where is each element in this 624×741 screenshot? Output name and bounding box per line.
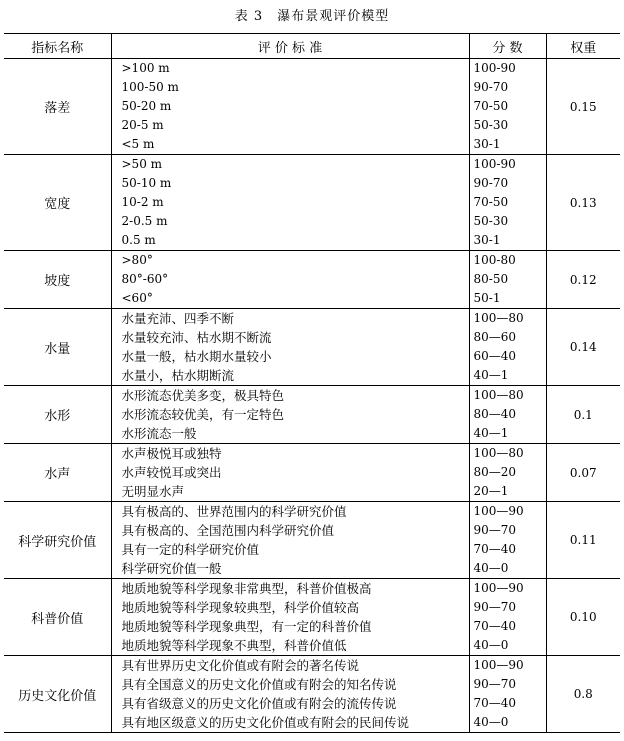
criteria-cell bbox=[111, 656, 469, 733]
criteria-line: 10-2 m bbox=[121, 195, 164, 209]
criteria-cell bbox=[111, 59, 469, 155]
criteria-cell bbox=[111, 309, 469, 386]
table-number: 表 3 bbox=[234, 9, 264, 24]
criteria-line: 地质地貌等科学现象不典型，科普价值低 bbox=[121, 638, 347, 653]
score-line: 30-1 bbox=[473, 233, 501, 247]
table-row bbox=[4, 59, 620, 155]
criteria-line: 具有极高的、世界范围内的科学研究价值 bbox=[121, 504, 347, 519]
indicator-name: 水声 bbox=[4, 444, 111, 502]
criteria-line: 水形流态优美多变，极具特色 bbox=[121, 388, 285, 403]
header-score: 分 数 bbox=[469, 34, 546, 59]
evaluation-table bbox=[4, 33, 620, 733]
score-line: 90-70 bbox=[473, 80, 509, 94]
criteria-line: 地质地貌等科学现象非常典型，科普价值极高 bbox=[121, 581, 372, 596]
score-line: 50-30 bbox=[473, 118, 509, 132]
score-line: 100-90 bbox=[473, 157, 516, 171]
criteria-line: 100-50 m bbox=[121, 80, 179, 94]
criteria-line: 地质地貌等科学现象较典型，科学价值较高 bbox=[121, 600, 360, 615]
score-line: 80—20 bbox=[473, 465, 517, 479]
criteria-line: 具有极高的、全国范围内科学研究价值 bbox=[121, 523, 335, 538]
table-row bbox=[4, 502, 620, 579]
criteria-line: <60° bbox=[121, 291, 153, 305]
criteria-line: 无明显水声 bbox=[121, 484, 185, 499]
criteria-line: 科学研究价值一般 bbox=[121, 561, 222, 576]
score-line: 20—1 bbox=[473, 484, 509, 498]
score-line: 100—90 bbox=[473, 658, 524, 672]
score-cell bbox=[469, 251, 546, 309]
criteria-cell bbox=[111, 251, 469, 309]
header-weight: 权重 bbox=[546, 34, 620, 59]
table-row bbox=[4, 579, 620, 656]
score-line: 90-70 bbox=[473, 176, 509, 190]
score-line: 100-90 bbox=[473, 61, 516, 75]
score-line: 90—70 bbox=[473, 600, 517, 614]
score-cell bbox=[469, 386, 546, 444]
criteria-line: 80°-60° bbox=[121, 272, 169, 286]
score-cell bbox=[469, 502, 546, 579]
score-line: 80—40 bbox=[473, 407, 517, 421]
score-cell bbox=[469, 155, 546, 251]
weight-value: 0.12 bbox=[546, 251, 620, 309]
score-line: 100—80 bbox=[473, 311, 524, 325]
score-line: 100—80 bbox=[473, 446, 524, 460]
score-line: 50-1 bbox=[473, 291, 501, 305]
criteria-line: 2-0.5 m bbox=[121, 214, 168, 228]
score-line: 40—0 bbox=[473, 638, 509, 652]
criteria-line: 水量小，枯水期断流 bbox=[121, 368, 235, 383]
score-line: 70—40 bbox=[473, 696, 517, 710]
criteria-line: >80° bbox=[121, 253, 153, 267]
criteria-cell bbox=[111, 579, 469, 656]
score-line: 70-50 bbox=[473, 99, 509, 113]
criteria-line: 水量一般，枯水期水量较小 bbox=[121, 349, 272, 364]
criteria-line: <5 m bbox=[121, 137, 155, 151]
score-line: 40—0 bbox=[473, 561, 509, 575]
table-row bbox=[4, 251, 620, 309]
score-line: 60—40 bbox=[473, 349, 517, 363]
table-row bbox=[4, 386, 620, 444]
score-cell bbox=[469, 579, 546, 656]
table-body bbox=[4, 59, 620, 733]
criteria-cell bbox=[111, 444, 469, 502]
weight-value: 0.10 bbox=[546, 579, 620, 656]
weight-value: 0.13 bbox=[546, 155, 620, 251]
criteria-line: 具有地区级意义的历史文化价值或有附会的民间传说 bbox=[121, 715, 410, 730]
criteria-cell bbox=[111, 502, 469, 579]
indicator-name: 坡度 bbox=[4, 251, 111, 309]
indicator-name: 科学研究价值 bbox=[4, 502, 111, 579]
score-line: 80—60 bbox=[473, 330, 517, 344]
table-title: 瀑布景观评价模型 bbox=[277, 9, 390, 24]
score-line: 100—90 bbox=[473, 504, 524, 518]
weight-value: 0.1 bbox=[546, 386, 620, 444]
score-line: 30-1 bbox=[473, 137, 501, 151]
criteria-line: 水形流态较优美，有一定特色 bbox=[121, 407, 285, 422]
indicator-name: 水形 bbox=[4, 386, 111, 444]
criteria-line: 50-20 m bbox=[121, 99, 172, 113]
score-line: 70-50 bbox=[473, 195, 509, 209]
score-line: 80-50 bbox=[473, 272, 509, 286]
header-indicator: 指标名称 bbox=[4, 34, 111, 59]
header-row bbox=[4, 34, 620, 59]
criteria-line: >100 m bbox=[121, 61, 170, 75]
criteria-line: >50 m bbox=[121, 157, 163, 171]
score-cell bbox=[469, 309, 546, 386]
table-caption bbox=[0, 5, 624, 24]
score-line: 40—1 bbox=[473, 426, 509, 440]
score-line: 100—80 bbox=[473, 388, 524, 402]
criteria-line: 水声极悦耳或独特 bbox=[121, 446, 222, 461]
table-row bbox=[4, 309, 620, 386]
score-cell bbox=[469, 59, 546, 155]
criteria-line: 50-10 m bbox=[121, 176, 172, 190]
score-line: 70—40 bbox=[473, 619, 517, 633]
weight-value: 0.11 bbox=[546, 502, 620, 579]
indicator-name: 科普价值 bbox=[4, 579, 111, 656]
criteria-cell bbox=[111, 155, 469, 251]
criteria-line: 地质地貌等科学现象典型，有一定的科普价值 bbox=[121, 619, 372, 634]
criteria-line: 具有一定的科学研究价值 bbox=[121, 542, 260, 557]
weight-value: 0.07 bbox=[546, 444, 620, 502]
score-cell bbox=[469, 656, 546, 733]
weight-value: 0.8 bbox=[546, 656, 620, 733]
score-line: 50-30 bbox=[473, 214, 509, 228]
criteria-line: 水形流态一般 bbox=[121, 426, 197, 441]
score-cell bbox=[469, 444, 546, 502]
score-line: 40—1 bbox=[473, 368, 509, 382]
indicator-name: 宽度 bbox=[4, 155, 111, 251]
weight-value: 0.14 bbox=[546, 309, 620, 386]
criteria-line: 0.5 m bbox=[121, 233, 156, 247]
score-line: 100-80 bbox=[473, 253, 516, 267]
criteria-line: 水量较充沛、枯水期不断流 bbox=[121, 330, 272, 345]
weight-value: 0.15 bbox=[546, 59, 620, 155]
score-line: 70—40 bbox=[473, 542, 517, 556]
indicator-name: 水量 bbox=[4, 309, 111, 386]
criteria-cell bbox=[111, 386, 469, 444]
criteria-line: 具有省级意义的历史文化价值或有附会的流传传说 bbox=[121, 696, 397, 711]
indicator-name: 历史文化价值 bbox=[4, 656, 111, 733]
criteria-line: 具有全国意义的历史文化价值或有附会的知名传说 bbox=[121, 677, 397, 692]
criteria-line: 20-5 m bbox=[121, 118, 164, 132]
criteria-line: 水量充沛、四季不断 bbox=[121, 311, 235, 326]
criteria-line: 具有世界历史文化价值或有附会的著名传说 bbox=[121, 658, 360, 673]
table-row bbox=[4, 444, 620, 502]
score-line: 90—70 bbox=[473, 523, 517, 537]
score-line: 100—90 bbox=[473, 581, 524, 595]
header-criteria: 评 价 标 准 bbox=[111, 34, 469, 59]
table-row bbox=[4, 656, 620, 733]
indicator-name: 落差 bbox=[4, 59, 111, 155]
score-line: 90—70 bbox=[473, 677, 517, 691]
score-line: 40—0 bbox=[473, 715, 509, 729]
table-row bbox=[4, 155, 620, 251]
criteria-line: 水声较悦耳或突出 bbox=[121, 465, 222, 480]
